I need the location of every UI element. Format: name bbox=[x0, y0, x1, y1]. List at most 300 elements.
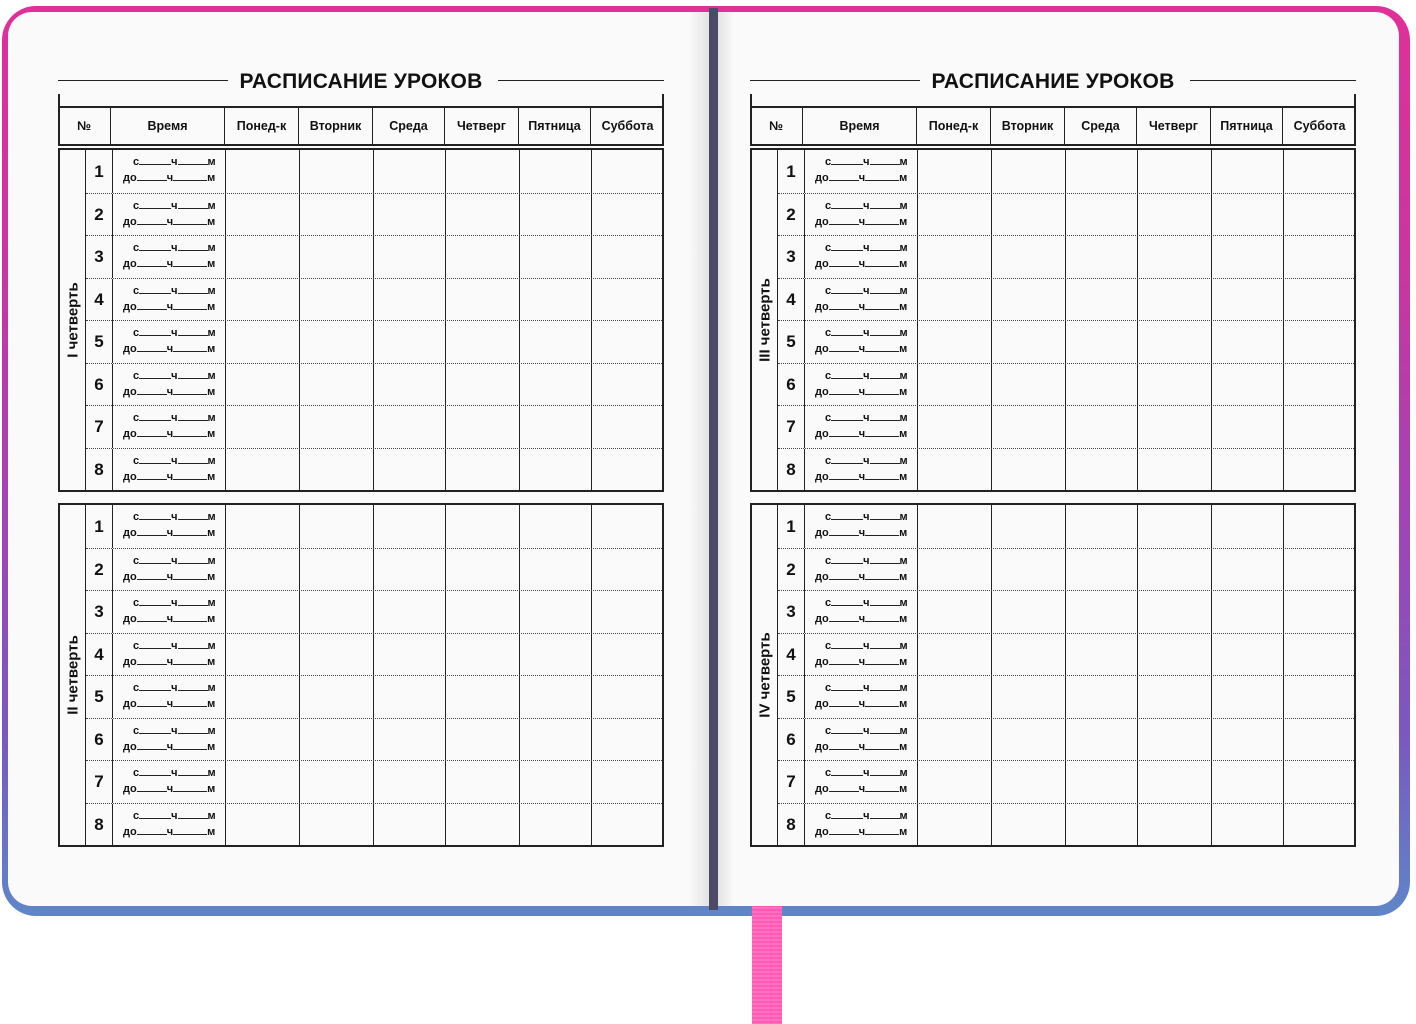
time-blank-hours[interactable] bbox=[137, 258, 167, 267]
lesson-cell-1[interactable] bbox=[226, 449, 300, 491]
lesson-cell-6[interactable] bbox=[592, 194, 664, 236]
lesson-cell-1[interactable] bbox=[918, 591, 992, 633]
time-blank-minutes[interactable] bbox=[865, 216, 899, 225]
lesson-cell-2[interactable] bbox=[300, 549, 374, 591]
time-blank-hours[interactable] bbox=[829, 826, 859, 835]
time-blank-hours[interactable] bbox=[829, 216, 859, 225]
time-blank-minutes[interactable] bbox=[173, 783, 207, 792]
time-blank-minutes[interactable] bbox=[173, 656, 207, 665]
lesson-cell-5[interactable] bbox=[520, 321, 592, 363]
lesson-cell-6[interactable] bbox=[592, 804, 664, 846]
time-blank-hours[interactable] bbox=[831, 511, 863, 520]
lesson-cell-4[interactable] bbox=[446, 236, 520, 278]
lesson-cell-5[interactable] bbox=[520, 279, 592, 321]
time-blank-minutes[interactable] bbox=[870, 242, 900, 251]
lesson-cell-5[interactable] bbox=[520, 194, 592, 236]
time-blank-minutes[interactable] bbox=[865, 343, 899, 352]
time-blank-minutes[interactable] bbox=[865, 826, 899, 835]
lesson-cell-3[interactable] bbox=[1066, 549, 1138, 591]
lesson-cell-6[interactable] bbox=[1284, 804, 1356, 846]
lesson-cell-4[interactable] bbox=[446, 634, 520, 676]
lesson-cell-3[interactable] bbox=[374, 761, 446, 803]
lesson-cell-1[interactable] bbox=[918, 634, 992, 676]
lesson-cell-3[interactable] bbox=[1066, 719, 1138, 761]
lesson-cell-4[interactable] bbox=[1138, 449, 1212, 491]
time-blank-minutes[interactable] bbox=[870, 200, 900, 209]
lesson-cell-2[interactable] bbox=[992, 676, 1066, 718]
lesson-cell-1[interactable] bbox=[226, 321, 300, 363]
time-blank-minutes[interactable] bbox=[865, 656, 899, 665]
lesson-cell-4[interactable] bbox=[446, 549, 520, 591]
lesson-cell-1[interactable] bbox=[226, 634, 300, 676]
time-blank-minutes[interactable] bbox=[865, 741, 899, 750]
lesson-cell-5[interactable] bbox=[520, 406, 592, 448]
lesson-cell-1[interactable] bbox=[918, 236, 992, 278]
time-blank-hours[interactable] bbox=[139, 412, 171, 421]
lesson-cell-3[interactable] bbox=[1066, 406, 1138, 448]
lesson-cell-2[interactable] bbox=[992, 449, 1066, 491]
time-blank-hours[interactable] bbox=[139, 555, 171, 564]
lesson-cell-6[interactable] bbox=[592, 719, 664, 761]
time-blank-minutes[interactable] bbox=[173, 527, 207, 536]
lesson-cell-1[interactable] bbox=[226, 719, 300, 761]
lesson-cell-4[interactable] bbox=[446, 761, 520, 803]
lesson-cell-6[interactable] bbox=[1284, 591, 1356, 633]
time-blank-minutes[interactable] bbox=[178, 455, 208, 464]
lesson-cell-4[interactable] bbox=[446, 719, 520, 761]
lesson-cell-2[interactable] bbox=[300, 676, 374, 718]
lesson-cell-5[interactable] bbox=[1212, 364, 1284, 406]
lesson-cell-6[interactable] bbox=[1284, 505, 1356, 548]
lesson-cell-2[interactable] bbox=[992, 279, 1066, 321]
time-blank-minutes[interactable] bbox=[178, 682, 208, 691]
lesson-cell-4[interactable] bbox=[1138, 279, 1212, 321]
lesson-cell-2[interactable] bbox=[300, 236, 374, 278]
lesson-cell-3[interactable] bbox=[374, 449, 446, 491]
time-blank-hours[interactable] bbox=[831, 327, 863, 336]
lesson-cell-6[interactable] bbox=[1284, 364, 1356, 406]
lesson-cell-4[interactable] bbox=[446, 194, 520, 236]
lesson-cell-3[interactable] bbox=[1066, 321, 1138, 363]
time-blank-hours[interactable] bbox=[831, 640, 863, 649]
lesson-cell-6[interactable] bbox=[1284, 761, 1356, 803]
lesson-cell-4[interactable] bbox=[446, 150, 520, 193]
time-blank-hours[interactable] bbox=[137, 783, 167, 792]
lesson-cell-4[interactable] bbox=[446, 676, 520, 718]
time-blank-hours[interactable] bbox=[137, 343, 167, 352]
lesson-cell-3[interactable] bbox=[1066, 761, 1138, 803]
lesson-cell-5[interactable] bbox=[520, 150, 592, 193]
lesson-cell-4[interactable] bbox=[1138, 364, 1212, 406]
lesson-cell-3[interactable] bbox=[374, 364, 446, 406]
time-blank-minutes[interactable] bbox=[865, 527, 899, 536]
lesson-cell-5[interactable] bbox=[520, 634, 592, 676]
lesson-cell-2[interactable] bbox=[992, 194, 1066, 236]
lesson-cell-4[interactable] bbox=[1138, 236, 1212, 278]
time-blank-minutes[interactable] bbox=[865, 471, 899, 480]
lesson-cell-2[interactable] bbox=[300, 364, 374, 406]
time-blank-minutes[interactable] bbox=[865, 783, 899, 792]
time-blank-minutes[interactable] bbox=[178, 242, 208, 251]
time-blank-hours[interactable] bbox=[137, 386, 167, 395]
lesson-cell-5[interactable] bbox=[1212, 449, 1284, 491]
lesson-cell-1[interactable] bbox=[226, 279, 300, 321]
time-blank-hours[interactable] bbox=[831, 455, 863, 464]
lesson-cell-4[interactable] bbox=[446, 321, 520, 363]
lesson-cell-6[interactable] bbox=[1284, 634, 1356, 676]
lesson-cell-3[interactable] bbox=[374, 549, 446, 591]
lesson-cell-6[interactable] bbox=[1284, 321, 1356, 363]
lesson-cell-2[interactable] bbox=[992, 364, 1066, 406]
time-blank-minutes[interactable] bbox=[870, 511, 900, 520]
time-blank-minutes[interactable] bbox=[870, 725, 900, 734]
lesson-cell-3[interactable] bbox=[1066, 194, 1138, 236]
lesson-cell-1[interactable] bbox=[918, 676, 992, 718]
time-blank-minutes[interactable] bbox=[865, 301, 899, 310]
time-blank-minutes[interactable] bbox=[865, 613, 899, 622]
time-blank-minutes[interactable] bbox=[173, 172, 207, 181]
time-blank-hours[interactable] bbox=[139, 640, 171, 649]
lesson-cell-5[interactable] bbox=[520, 719, 592, 761]
time-blank-hours[interactable] bbox=[137, 471, 167, 480]
time-blank-hours[interactable] bbox=[137, 172, 167, 181]
lesson-cell-1[interactable] bbox=[918, 150, 992, 193]
time-blank-hours[interactable] bbox=[137, 741, 167, 750]
lesson-cell-5[interactable] bbox=[520, 549, 592, 591]
time-blank-hours[interactable] bbox=[139, 597, 171, 606]
lesson-cell-3[interactable] bbox=[374, 321, 446, 363]
time-blank-minutes[interactable] bbox=[178, 725, 208, 734]
lesson-cell-1[interactable] bbox=[226, 591, 300, 633]
lesson-cell-6[interactable] bbox=[592, 676, 664, 718]
lesson-cell-3[interactable] bbox=[1066, 279, 1138, 321]
lesson-cell-4[interactable] bbox=[1138, 549, 1212, 591]
lesson-cell-4[interactable] bbox=[446, 449, 520, 491]
time-blank-minutes[interactable] bbox=[870, 370, 900, 379]
time-blank-hours[interactable] bbox=[139, 810, 171, 819]
lesson-cell-1[interactable] bbox=[918, 804, 992, 846]
time-blank-minutes[interactable] bbox=[870, 555, 900, 564]
lesson-cell-1[interactable] bbox=[226, 236, 300, 278]
lesson-cell-6[interactable] bbox=[592, 236, 664, 278]
lesson-cell-1[interactable] bbox=[226, 150, 300, 193]
lesson-cell-4[interactable] bbox=[446, 591, 520, 633]
time-blank-hours[interactable] bbox=[139, 327, 171, 336]
time-blank-hours[interactable] bbox=[831, 200, 863, 209]
lesson-cell-3[interactable] bbox=[374, 634, 446, 676]
lesson-cell-2[interactable] bbox=[300, 804, 374, 846]
time-blank-minutes[interactable] bbox=[870, 455, 900, 464]
lesson-cell-3[interactable] bbox=[1066, 449, 1138, 491]
lesson-cell-6[interactable] bbox=[592, 549, 664, 591]
lesson-cell-2[interactable] bbox=[992, 321, 1066, 363]
lesson-cell-4[interactable] bbox=[1138, 591, 1212, 633]
lesson-cell-1[interactable] bbox=[918, 719, 992, 761]
time-blank-hours[interactable] bbox=[139, 242, 171, 251]
time-blank-minutes[interactable] bbox=[870, 156, 900, 165]
lesson-cell-3[interactable] bbox=[374, 194, 446, 236]
time-blank-minutes[interactable] bbox=[870, 767, 900, 776]
time-blank-minutes[interactable] bbox=[178, 200, 208, 209]
time-blank-minutes[interactable] bbox=[178, 555, 208, 564]
time-blank-minutes[interactable] bbox=[870, 597, 900, 606]
time-blank-minutes[interactable] bbox=[173, 741, 207, 750]
lesson-cell-5[interactable] bbox=[520, 804, 592, 846]
lesson-cell-2[interactable] bbox=[992, 634, 1066, 676]
lesson-cell-5[interactable] bbox=[1212, 634, 1284, 676]
time-blank-hours[interactable] bbox=[829, 301, 859, 310]
time-blank-minutes[interactable] bbox=[173, 386, 207, 395]
lesson-cell-2[interactable] bbox=[992, 719, 1066, 761]
time-blank-minutes[interactable] bbox=[173, 216, 207, 225]
time-blank-minutes[interactable] bbox=[173, 698, 207, 707]
lesson-cell-6[interactable] bbox=[592, 761, 664, 803]
time-blank-hours[interactable] bbox=[137, 656, 167, 665]
lesson-cell-5[interactable] bbox=[1212, 591, 1284, 633]
lesson-cell-1[interactable] bbox=[226, 406, 300, 448]
time-blank-minutes[interactable] bbox=[173, 571, 207, 580]
lesson-cell-6[interactable] bbox=[592, 406, 664, 448]
time-blank-hours[interactable] bbox=[139, 455, 171, 464]
lesson-cell-5[interactable] bbox=[1212, 676, 1284, 718]
lesson-cell-6[interactable] bbox=[592, 321, 664, 363]
lesson-cell-2[interactable] bbox=[300, 449, 374, 491]
lesson-cell-1[interactable] bbox=[226, 364, 300, 406]
time-blank-hours[interactable] bbox=[139, 682, 171, 691]
time-blank-hours[interactable] bbox=[829, 571, 859, 580]
time-blank-hours[interactable] bbox=[139, 285, 171, 294]
lesson-cell-2[interactable] bbox=[300, 591, 374, 633]
time-blank-minutes[interactable] bbox=[173, 428, 207, 437]
lesson-cell-2[interactable] bbox=[300, 719, 374, 761]
time-blank-hours[interactable] bbox=[831, 156, 863, 165]
time-blank-minutes[interactable] bbox=[178, 767, 208, 776]
lesson-cell-5[interactable] bbox=[1212, 194, 1284, 236]
lesson-cell-3[interactable] bbox=[1066, 505, 1138, 548]
lesson-cell-5[interactable] bbox=[1212, 804, 1284, 846]
time-blank-hours[interactable] bbox=[137, 527, 167, 536]
lesson-cell-3[interactable] bbox=[1066, 150, 1138, 193]
lesson-cell-1[interactable] bbox=[918, 279, 992, 321]
time-blank-hours[interactable] bbox=[137, 301, 167, 310]
time-blank-minutes[interactable] bbox=[173, 258, 207, 267]
lesson-cell-6[interactable] bbox=[1284, 549, 1356, 591]
time-blank-minutes[interactable] bbox=[178, 285, 208, 294]
lesson-cell-1[interactable] bbox=[226, 761, 300, 803]
lesson-cell-3[interactable] bbox=[1066, 236, 1138, 278]
lesson-cell-2[interactable] bbox=[992, 150, 1066, 193]
lesson-cell-2[interactable] bbox=[992, 406, 1066, 448]
time-blank-hours[interactable] bbox=[831, 285, 863, 294]
lesson-cell-5[interactable] bbox=[520, 236, 592, 278]
time-blank-hours[interactable] bbox=[831, 412, 863, 421]
lesson-cell-6[interactable] bbox=[592, 449, 664, 491]
time-blank-hours[interactable] bbox=[137, 571, 167, 580]
lesson-cell-6[interactable] bbox=[1284, 236, 1356, 278]
lesson-cell-5[interactable] bbox=[520, 505, 592, 548]
lesson-cell-5[interactable] bbox=[520, 761, 592, 803]
lesson-cell-5[interactable] bbox=[520, 364, 592, 406]
time-blank-minutes[interactable] bbox=[178, 511, 208, 520]
lesson-cell-4[interactable] bbox=[1138, 321, 1212, 363]
lesson-cell-1[interactable] bbox=[918, 505, 992, 548]
time-blank-hours[interactable] bbox=[831, 725, 863, 734]
time-blank-hours[interactable] bbox=[831, 555, 863, 564]
lesson-cell-3[interactable] bbox=[374, 150, 446, 193]
lesson-cell-5[interactable] bbox=[1212, 321, 1284, 363]
lesson-cell-3[interactable] bbox=[374, 804, 446, 846]
time-blank-hours[interactable] bbox=[831, 370, 863, 379]
lesson-cell-5[interactable] bbox=[1212, 150, 1284, 193]
lesson-cell-1[interactable] bbox=[918, 194, 992, 236]
lesson-cell-6[interactable] bbox=[592, 279, 664, 321]
lesson-cell-6[interactable] bbox=[1284, 676, 1356, 718]
lesson-cell-4[interactable] bbox=[1138, 505, 1212, 548]
lesson-cell-4[interactable] bbox=[446, 505, 520, 548]
time-blank-hours[interactable] bbox=[139, 725, 171, 734]
time-blank-minutes[interactable] bbox=[865, 386, 899, 395]
time-blank-hours[interactable] bbox=[829, 613, 859, 622]
time-blank-hours[interactable] bbox=[137, 428, 167, 437]
time-blank-minutes[interactable] bbox=[178, 597, 208, 606]
time-blank-minutes[interactable] bbox=[173, 826, 207, 835]
time-blank-minutes[interactable] bbox=[865, 571, 899, 580]
time-blank-hours[interactable] bbox=[139, 200, 171, 209]
time-blank-hours[interactable] bbox=[829, 698, 859, 707]
time-blank-hours[interactable] bbox=[829, 656, 859, 665]
lesson-cell-1[interactable] bbox=[226, 804, 300, 846]
time-blank-hours[interactable] bbox=[137, 613, 167, 622]
lesson-cell-3[interactable] bbox=[374, 719, 446, 761]
lesson-cell-3[interactable] bbox=[1066, 634, 1138, 676]
lesson-cell-5[interactable] bbox=[1212, 406, 1284, 448]
time-blank-minutes[interactable] bbox=[870, 810, 900, 819]
time-blank-hours[interactable] bbox=[831, 767, 863, 776]
lesson-cell-2[interactable] bbox=[300, 505, 374, 548]
lesson-cell-4[interactable] bbox=[446, 804, 520, 846]
time-blank-minutes[interactable] bbox=[870, 682, 900, 691]
lesson-cell-3[interactable] bbox=[1066, 364, 1138, 406]
lesson-cell-3[interactable] bbox=[374, 676, 446, 718]
time-blank-minutes[interactable] bbox=[870, 640, 900, 649]
time-blank-minutes[interactable] bbox=[173, 613, 207, 622]
time-blank-minutes[interactable] bbox=[178, 412, 208, 421]
lesson-cell-2[interactable] bbox=[300, 761, 374, 803]
lesson-cell-5[interactable] bbox=[520, 676, 592, 718]
time-blank-hours[interactable] bbox=[829, 783, 859, 792]
lesson-cell-3[interactable] bbox=[1066, 804, 1138, 846]
lesson-cell-1[interactable] bbox=[226, 676, 300, 718]
lesson-cell-3[interactable] bbox=[374, 505, 446, 548]
lesson-cell-2[interactable] bbox=[300, 321, 374, 363]
lesson-cell-2[interactable] bbox=[992, 505, 1066, 548]
lesson-cell-2[interactable] bbox=[992, 761, 1066, 803]
time-blank-hours[interactable] bbox=[829, 386, 859, 395]
time-blank-minutes[interactable] bbox=[173, 343, 207, 352]
lesson-cell-2[interactable] bbox=[992, 804, 1066, 846]
lesson-cell-2[interactable] bbox=[300, 150, 374, 193]
lesson-cell-6[interactable] bbox=[1284, 406, 1356, 448]
time-blank-hours[interactable] bbox=[831, 682, 863, 691]
time-blank-hours[interactable] bbox=[829, 527, 859, 536]
lesson-cell-4[interactable] bbox=[446, 364, 520, 406]
time-blank-hours[interactable] bbox=[829, 428, 859, 437]
lesson-cell-4[interactable] bbox=[446, 406, 520, 448]
time-blank-hours[interactable] bbox=[139, 156, 171, 165]
lesson-cell-4[interactable] bbox=[1138, 406, 1212, 448]
lesson-cell-1[interactable] bbox=[226, 194, 300, 236]
lesson-cell-6[interactable] bbox=[592, 634, 664, 676]
time-blank-hours[interactable] bbox=[829, 258, 859, 267]
time-blank-hours[interactable] bbox=[829, 471, 859, 480]
lesson-cell-5[interactable] bbox=[1212, 279, 1284, 321]
time-blank-minutes[interactable] bbox=[865, 172, 899, 181]
time-blank-minutes[interactable] bbox=[178, 370, 208, 379]
lesson-cell-1[interactable] bbox=[918, 321, 992, 363]
time-blank-minutes[interactable] bbox=[178, 810, 208, 819]
lesson-cell-1[interactable] bbox=[226, 549, 300, 591]
lesson-cell-3[interactable] bbox=[374, 406, 446, 448]
time-blank-hours[interactable] bbox=[139, 370, 171, 379]
lesson-cell-4[interactable] bbox=[446, 279, 520, 321]
time-blank-minutes[interactable] bbox=[870, 285, 900, 294]
lesson-cell-3[interactable] bbox=[1066, 676, 1138, 718]
time-blank-minutes[interactable] bbox=[178, 327, 208, 336]
time-blank-hours[interactable] bbox=[139, 767, 171, 776]
lesson-cell-3[interactable] bbox=[1066, 591, 1138, 633]
lesson-cell-2[interactable] bbox=[992, 591, 1066, 633]
lesson-cell-5[interactable] bbox=[1212, 761, 1284, 803]
lesson-cell-6[interactable] bbox=[592, 505, 664, 548]
time-blank-minutes[interactable] bbox=[173, 471, 207, 480]
time-blank-hours[interactable] bbox=[139, 511, 171, 520]
time-blank-hours[interactable] bbox=[831, 810, 863, 819]
lesson-cell-1[interactable] bbox=[918, 549, 992, 591]
lesson-cell-2[interactable] bbox=[992, 549, 1066, 591]
time-blank-minutes[interactable] bbox=[178, 156, 208, 165]
lesson-cell-4[interactable] bbox=[1138, 804, 1212, 846]
lesson-cell-6[interactable] bbox=[1284, 719, 1356, 761]
lesson-cell-6[interactable] bbox=[1284, 194, 1356, 236]
time-blank-hours[interactable] bbox=[831, 242, 863, 251]
lesson-cell-2[interactable] bbox=[300, 634, 374, 676]
lesson-cell-4[interactable] bbox=[1138, 761, 1212, 803]
lesson-cell-6[interactable] bbox=[592, 591, 664, 633]
lesson-cell-1[interactable] bbox=[918, 364, 992, 406]
lesson-cell-5[interactable] bbox=[1212, 505, 1284, 548]
time-blank-minutes[interactable] bbox=[870, 412, 900, 421]
lesson-cell-6[interactable] bbox=[1284, 449, 1356, 491]
time-blank-hours[interactable] bbox=[829, 741, 859, 750]
time-blank-minutes[interactable] bbox=[865, 428, 899, 437]
lesson-cell-4[interactable] bbox=[1138, 719, 1212, 761]
lesson-cell-2[interactable] bbox=[300, 194, 374, 236]
lesson-cell-6[interactable] bbox=[1284, 150, 1356, 193]
time-blank-minutes[interactable] bbox=[870, 327, 900, 336]
lesson-cell-1[interactable] bbox=[226, 505, 300, 548]
lesson-cell-3[interactable] bbox=[374, 279, 446, 321]
lesson-cell-1[interactable] bbox=[918, 406, 992, 448]
lesson-cell-2[interactable] bbox=[300, 406, 374, 448]
lesson-cell-6[interactable] bbox=[1284, 279, 1356, 321]
time-blank-hours[interactable] bbox=[831, 597, 863, 606]
lesson-cell-4[interactable] bbox=[1138, 150, 1212, 193]
lesson-cell-5[interactable] bbox=[520, 591, 592, 633]
time-blank-minutes[interactable] bbox=[865, 258, 899, 267]
time-blank-hours[interactable] bbox=[137, 698, 167, 707]
lesson-cell-5[interactable] bbox=[1212, 236, 1284, 278]
lesson-cell-6[interactable] bbox=[592, 364, 664, 406]
